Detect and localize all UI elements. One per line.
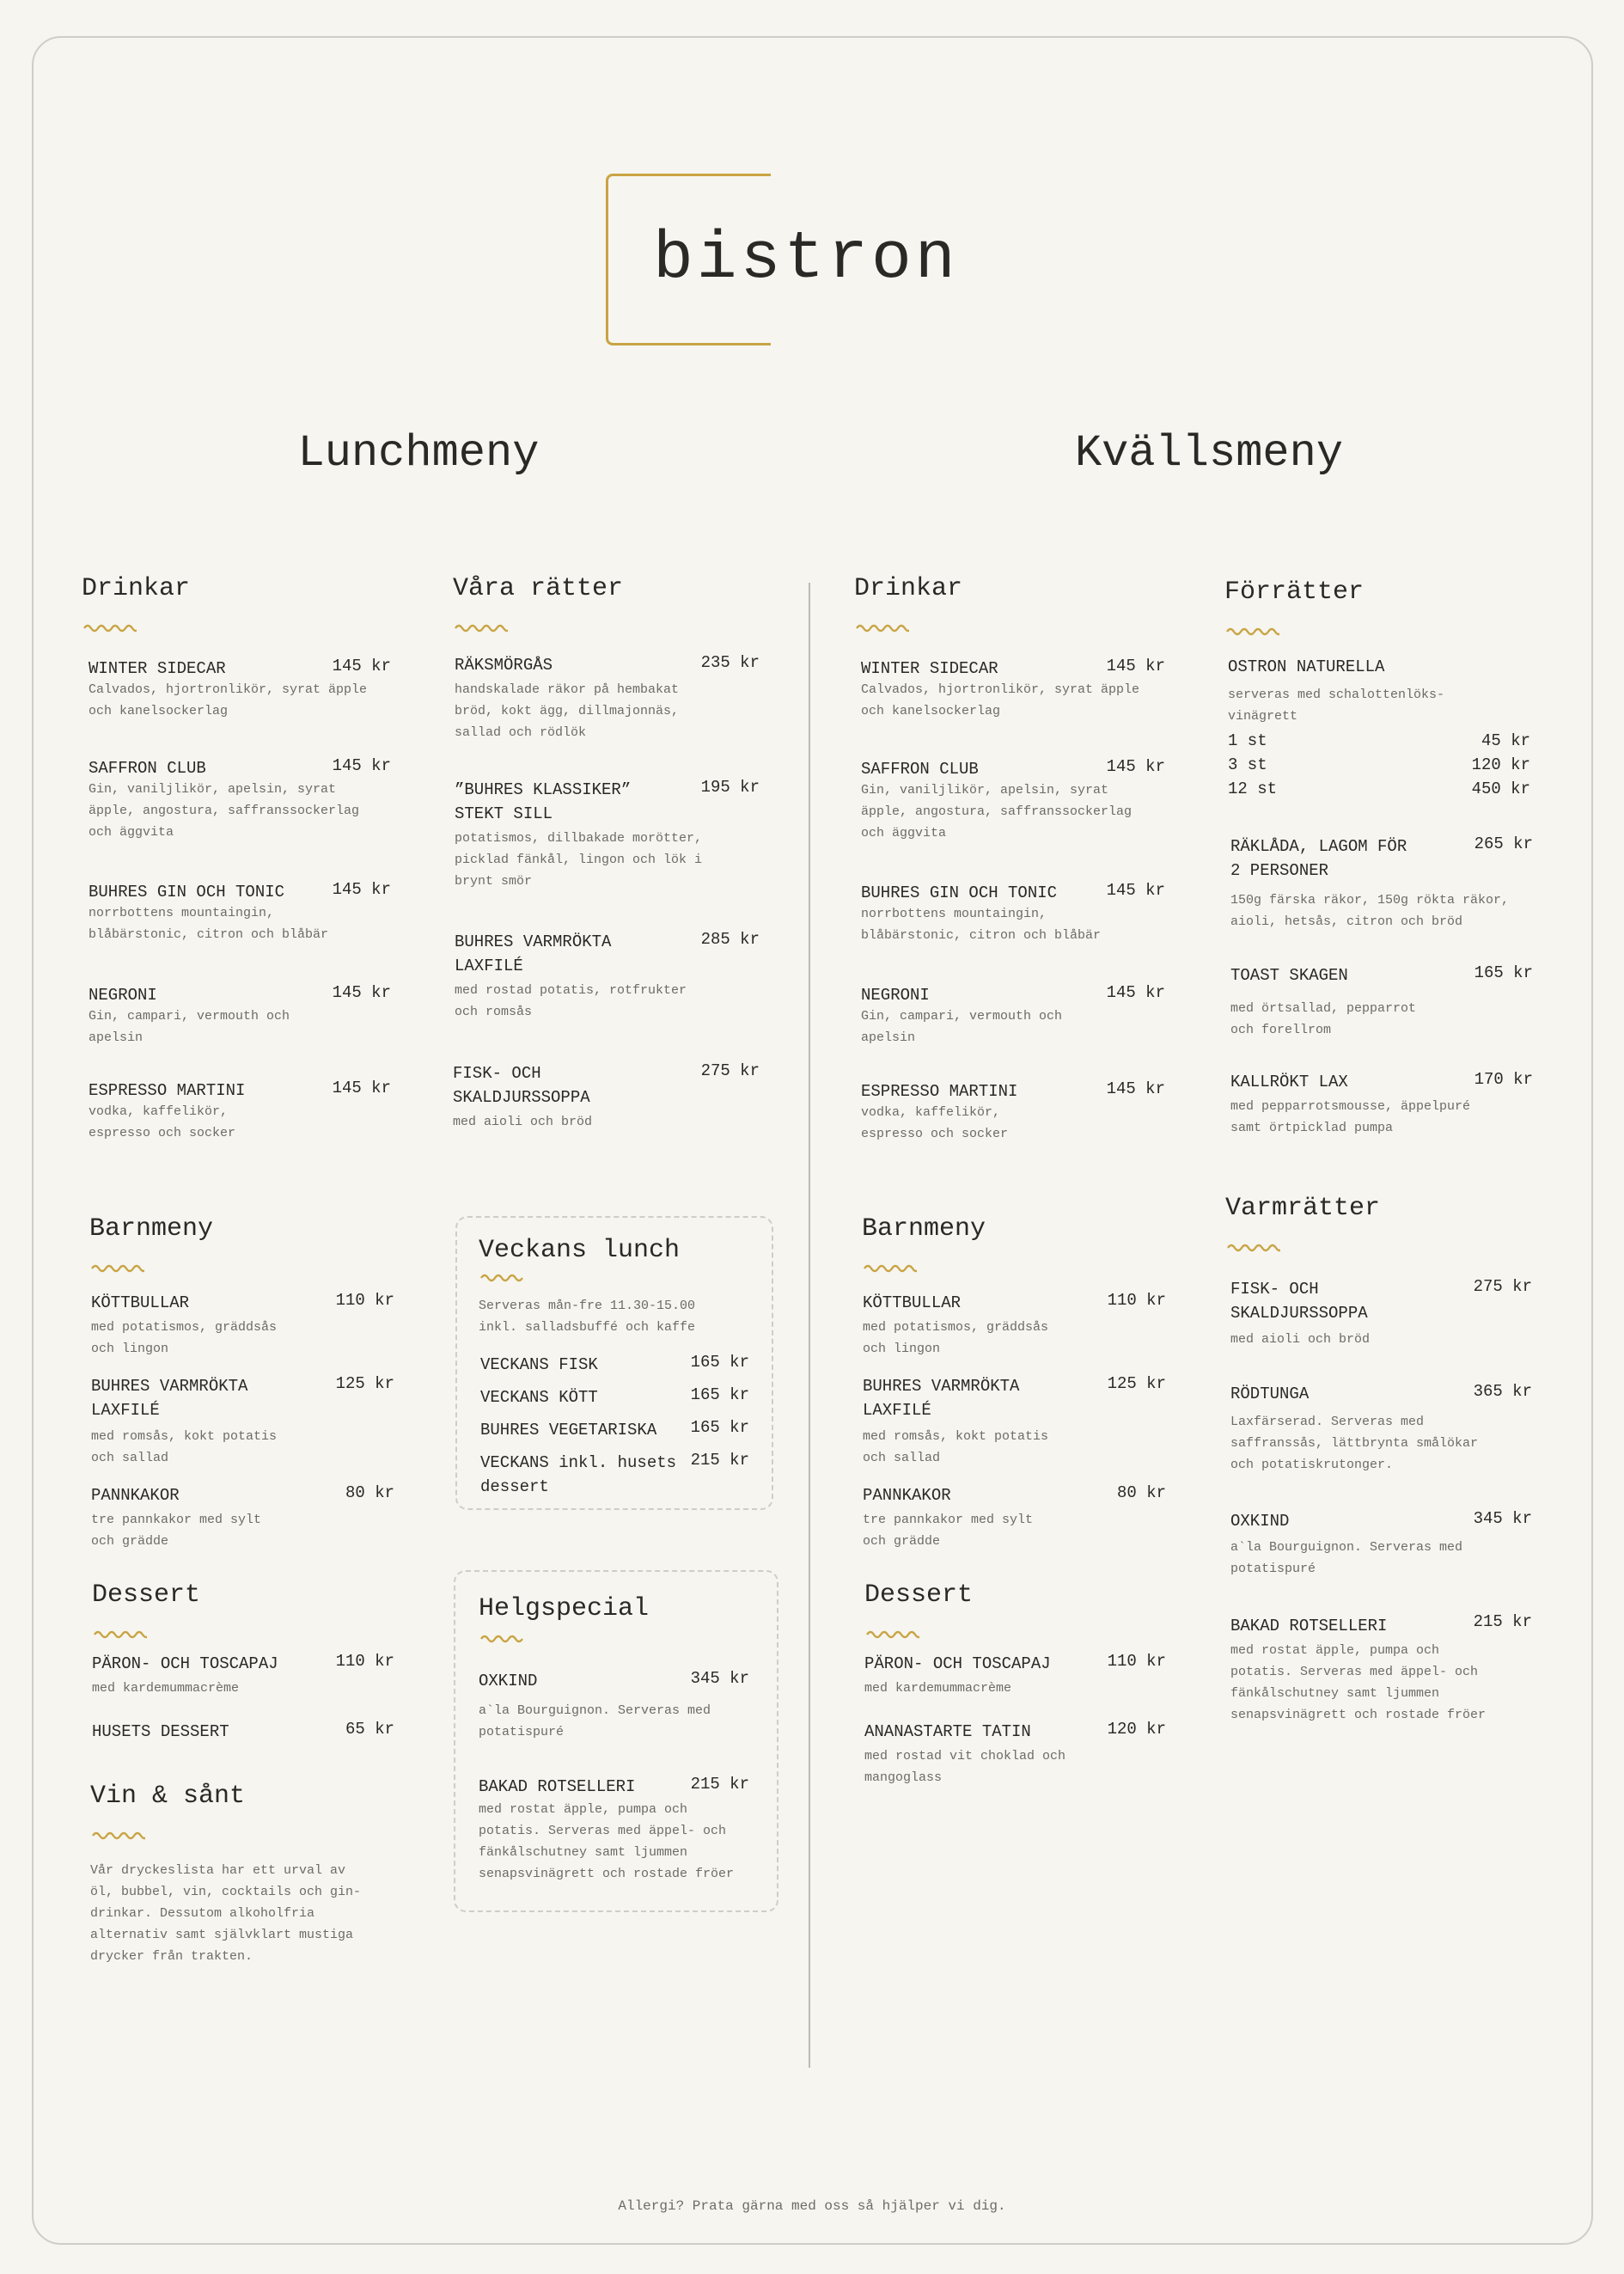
menu-item-description: Gin, vaniljlikör, apelsin, syrat (861, 783, 1109, 798)
menu-item-name: BAKAD ROTSELLERI (1230, 1617, 1388, 1635)
menu-item-description: potatismos, dillbakade morötter, (455, 831, 703, 846)
menu-item-price: 275 kr (700, 1061, 760, 1080)
squiggle-ornament (91, 1262, 144, 1275)
menu-item-description: norrbottens mountaingin, (861, 907, 1047, 921)
menu-item-description: Laxfärserad. Serveras med (1230, 1415, 1425, 1429)
menu-item-description: och romsås (455, 1005, 533, 1019)
menu-item-price: 215 kr (690, 1451, 749, 1470)
menu-item-name: BUHRES VARMRÖKTA (863, 1377, 1020, 1396)
menu-item-description: och äggvita (89, 825, 174, 840)
squiggle-ornament (1226, 626, 1279, 638)
menu-item-description: serveras med schalottenlöks- (1228, 688, 1445, 702)
menu-item-price: 165 kr (690, 1353, 749, 1372)
menu-item-name: BUHRES VARMRÖKTA (91, 1377, 248, 1396)
menu-item-description: espresso och socker (861, 1127, 1009, 1141)
menu-item-description: med aioli och bröd (1230, 1332, 1371, 1347)
weekly-lunch-description: inkl. salladsbuffé och kaffe (479, 1320, 696, 1335)
menu-item-description: norrbottens mountaingin, (89, 906, 275, 920)
section-title: Drinkar (82, 574, 191, 603)
oyster-price: 45 kr (1481, 731, 1530, 750)
menu-item-description: blåbärstonic, citron och blåbär (861, 928, 1102, 943)
squiggle-ornament (856, 622, 909, 634)
menu-item-price: 165 kr (690, 1418, 749, 1437)
oyster-price: 450 kr (1471, 779, 1530, 798)
section-title: Barnmeny (89, 1214, 214, 1244)
menu-item-name: LAXFILÉ (863, 1401, 931, 1420)
section-title: Helgspecial (479, 1594, 650, 1623)
menu-item-name: KALLRÖKT LAX (1230, 1073, 1348, 1091)
menu-item-price: 145 kr (332, 983, 391, 1002)
menu-item-name: BUHRES GIN OCH TONIC (89, 883, 285, 902)
oyster-quantity: 1 st (1228, 731, 1267, 750)
menu-item-description: med romsås, kokt potatis (863, 1429, 1049, 1444)
oyster-quantity: 12 st (1228, 779, 1278, 798)
menu-item-name: FISK- OCH (1230, 1280, 1319, 1299)
menu-item-price: 145 kr (332, 657, 391, 675)
menu-item-description: och kanelsockerlag (861, 704, 1001, 718)
menu-item-description: och forellrom (1230, 1023, 1332, 1037)
squiggle-ornament (92, 1830, 145, 1842)
menu-item-price: 110 kr (335, 1652, 394, 1671)
menu-item-description: fänkålschutney samt ljummen (1230, 1686, 1440, 1701)
menu-item-description: med rostad potatis, rotfrukter (455, 983, 687, 998)
menu-item-description: bröd, kokt ägg, dillmajonnäs, (455, 704, 680, 718)
menu-item-description: och grädde (863, 1534, 941, 1549)
menu-item-name: RÄKSMÖRGÅS (455, 656, 553, 675)
menu-item-description: samt örtpicklad pumpa (1230, 1121, 1394, 1135)
section-title: Veckans lunch (479, 1236, 681, 1265)
menu-item-description: aioli, hetsås, citron och bröd (1230, 914, 1463, 929)
menu-item-name: dessert (480, 1477, 549, 1496)
section-title: Förrätter (1224, 578, 1365, 607)
menu-item-description: äpple, angostura, saffranssockerlag (89, 804, 360, 818)
menu-item-description: potatispuré (1230, 1562, 1316, 1576)
menu-item-description: a`la Bourguignon. Serveras med (479, 1703, 711, 1718)
menu-item-name: PÄRON- OCH TOSCAPAJ (92, 1654, 278, 1673)
menu-item-description: blåbärstonic, citron och blåbär (89, 927, 329, 942)
menu-item-name: SAFFRON CLUB (861, 760, 979, 779)
menu-item-price: 145 kr (1106, 983, 1165, 1002)
menu-item-price: 120 kr (1107, 1720, 1166, 1739)
menu-item-description: med kardemummacrème (864, 1681, 1012, 1696)
menu-item-description: och lingon (91, 1342, 169, 1356)
menu-item-description: med potatismos, gräddsås (863, 1320, 1049, 1335)
menu-item-price: 110 kr (335, 1291, 394, 1310)
menu-item-description: med pepparrotsmousse, äppelpuré (1230, 1099, 1471, 1114)
squiggle-ornament (480, 1633, 525, 1645)
menu-item-description: och sallad (91, 1451, 169, 1465)
menu-item-description: handskalade räkor på hembakat (455, 682, 680, 697)
menu-item-description: saffranssås, lättbrynta smålökar (1230, 1436, 1479, 1451)
menu-item-name: LAXFILÉ (455, 957, 523, 975)
menu-item-price: 170 kr (1474, 1070, 1533, 1089)
menu-item-description: apelsin (861, 1030, 916, 1045)
logo: bistron (653, 222, 959, 297)
squiggle-ornament (94, 1629, 147, 1641)
menu-item-description: Calvados, hjortronlikör, syrat äpple (89, 682, 368, 697)
menu-item-name: WINTER SIDECAR (861, 659, 998, 678)
menu-item-description: med romsås, kokt potatis (91, 1429, 278, 1444)
menu-item-price: 265 kr (1474, 834, 1533, 853)
menu-item-name: RÖDTUNGA (1230, 1385, 1310, 1403)
menu-item-price: 215 kr (690, 1775, 749, 1794)
menu-item-name: BUHRES VARMRÖKTA (455, 932, 612, 951)
menu-item-name: NEGRONI (89, 986, 157, 1005)
menu-item-name: BAKAD ROTSELLERI (479, 1777, 636, 1796)
menu-item-name: STEKT SILL (455, 804, 553, 823)
menu-item-description: och grädde (91, 1534, 169, 1549)
menu-item-description: Gin, vaniljlikör, apelsin, syrat (89, 782, 337, 797)
section-title: Drinkar (854, 574, 963, 603)
menu-item-name: KÖTTBULLAR (863, 1293, 962, 1312)
menu-item-price: 195 kr (700, 778, 760, 797)
menu-item-price: 145 kr (1106, 657, 1165, 675)
allergy-note: Allergi? Prata gärna med oss så hjälper vi dig. (618, 2198, 1006, 2214)
menu-item-price: 145 kr (332, 756, 391, 775)
menu-item-name: LAXFILÉ (91, 1401, 160, 1420)
squiggle-ornament (480, 1272, 525, 1284)
menu-item-name: PANNKAKOR (91, 1486, 180, 1505)
menu-item-description: brynt smör (455, 874, 533, 889)
section-title: Barnmeny (862, 1214, 986, 1244)
menu-item-price: 145 kr (1106, 1079, 1165, 1098)
menu-item-description: med rostat äpple, pumpa och (1230, 1643, 1440, 1658)
menu-item-price: 80 kr (345, 1483, 394, 1502)
section-title: Dessert (864, 1580, 974, 1610)
menu-item-price: 365 kr (1473, 1382, 1532, 1401)
oyster-quantity: 3 st (1228, 755, 1267, 774)
menu-item-description: med aioli och bröd (453, 1115, 593, 1129)
menu-item-price: 165 kr (690, 1385, 749, 1404)
menu-item-description: med rostad vit choklad och (864, 1749, 1066, 1764)
menu-item-name: TOAST SKAGEN (1230, 966, 1348, 985)
squiggle-ornament (1227, 1242, 1280, 1254)
menu-item-description: vodka, kaffelikör, (89, 1104, 229, 1119)
menu-item-description: mangoglass (864, 1770, 943, 1785)
menu-item-name: OXKIND (1230, 1512, 1290, 1531)
menu-item-price: 145 kr (1106, 881, 1165, 900)
section-title: Vin & sånt (90, 1782, 246, 1811)
wine-description: Vår dryckeslista har ett urval av (90, 1863, 346, 1878)
menu-item-description: sallad och rödlök (455, 725, 587, 740)
menu-item-price: 125 kr (1107, 1374, 1166, 1393)
menu-item-price: 145 kr (1106, 757, 1165, 776)
menu-item-description: äpple, angostura, saffranssockerlag (861, 804, 1133, 819)
menu-item-name: 2 PERSONER (1230, 861, 1329, 880)
menu-item-description: 150g färska räkor, 150g rökta räkor, (1230, 893, 1510, 908)
menu-item-description: och potatiskrutonger. (1230, 1458, 1394, 1472)
menu-item-description: Gin, campari, vermouth och (861, 1009, 1063, 1024)
wine-description: drinkar. Dessutom alkoholfria (90, 1906, 315, 1921)
menu-item-description: potatispuré (479, 1725, 565, 1739)
menu-item-description: senapsvinägrett och rostade fröer (1230, 1708, 1487, 1722)
column-divider (809, 583, 810, 2068)
menu-item-description: med kardemummacrème (92, 1681, 240, 1696)
menu-item-price: 215 kr (1473, 1612, 1532, 1631)
menu-item-price: 110 kr (1107, 1291, 1166, 1310)
menu-item-price: 235 kr (700, 653, 760, 672)
menu-item-name: RÄKLÅDA, LAGOM FÖR (1230, 837, 1407, 856)
menu-item-description: med örtsallad, pepparrot (1230, 1001, 1417, 1016)
weekly-lunch-description: Serveras mån-fre 11.30-15.00 (479, 1299, 696, 1313)
menu-item-name: ESPRESSO MARTINI (861, 1082, 1018, 1101)
menu-item-description: tre pannkakor med sylt (91, 1513, 262, 1527)
menu-item-name: NEGRONI (861, 986, 930, 1005)
menu-item-name: OXKIND (479, 1672, 538, 1690)
menu-item-name: PANNKAKOR (863, 1486, 951, 1505)
wine-description: alternativ samt självklart mustiga (90, 1928, 354, 1942)
menu-item-name: VECKANS KÖTT (480, 1388, 598, 1407)
menu-item-description: potatis. Serveras med äppel- och (1230, 1665, 1479, 1679)
wine-description: öl, bubbel, vin, cocktails och gin- (90, 1885, 362, 1899)
menu-item-name: SAFFRON CLUB (89, 759, 206, 778)
dinner-menu-title: Kvällsmeny (1074, 428, 1344, 479)
menu-item-name: BUHRES GIN OCH TONIC (861, 883, 1058, 902)
menu-item-description: potatis. Serveras med äppel- och (479, 1824, 727, 1838)
section-title: Dessert (92, 1580, 201, 1610)
squiggle-ornament (455, 622, 508, 634)
menu-item-name: SKALDJURSSOPPA (453, 1088, 590, 1107)
menu-item-name: ESPRESSO MARTINI (89, 1081, 246, 1100)
wine-description: drycker från trakten. (90, 1949, 253, 1964)
squiggle-ornament (864, 1262, 917, 1275)
menu-item-description: och äggvita (861, 826, 947, 841)
menu-item-name: VECKANS inkl. husets (480, 1453, 677, 1472)
menu-item-description: picklad fänkål, lingon och lök i (455, 853, 703, 867)
menu-item-name: PÄRON- OCH TOSCAPAJ (864, 1654, 1051, 1673)
menu-item-name: OSTRON NATURELLA (1228, 657, 1385, 676)
menu-item-price: 145 kr (332, 880, 391, 899)
menu-item-name: ANANASTARTE TATIN (864, 1722, 1031, 1741)
menu-item-name: KÖTTBULLAR (91, 1293, 190, 1312)
menu-item-name: FISK- OCH (453, 1064, 541, 1083)
menu-item-description: fänkålschutney samt ljummen (479, 1845, 688, 1860)
menu-item-name: BUHRES VEGETARISKA (480, 1421, 657, 1440)
menu-item-price: 125 kr (335, 1374, 394, 1393)
menu-item-description: tre pannkakor med sylt (863, 1513, 1034, 1527)
menu-item-description: Gin, campari, vermouth och (89, 1009, 290, 1024)
menu-item-description: och lingon (863, 1342, 941, 1356)
oyster-price: 120 kr (1471, 755, 1530, 774)
menu-item-price: 285 kr (700, 930, 760, 949)
menu-item-name: SKALDJURSSOPPA (1230, 1304, 1368, 1323)
squiggle-ornament (866, 1629, 919, 1641)
menu-item-description: med potatismos, gräddsås (91, 1320, 278, 1335)
menu-item-description: Calvados, hjortronlikör, syrat äpple (861, 682, 1140, 697)
menu-item-name: WINTER SIDECAR (89, 659, 226, 678)
menu-item-price: 110 kr (1107, 1652, 1166, 1671)
section-title: Våra rätter (453, 574, 624, 603)
menu-item-description: senapsvinägrett och rostade fröer (479, 1867, 735, 1881)
menu-item-price: 345 kr (1473, 1509, 1532, 1528)
menu-item-price: 80 kr (1116, 1483, 1166, 1502)
menu-item-description: med rostat äpple, pumpa och (479, 1802, 688, 1817)
menu-item-description: vodka, kaffelikör, (861, 1105, 1001, 1120)
menu-item-description: apelsin (89, 1030, 143, 1045)
menu-item-price: 145 kr (332, 1079, 391, 1097)
section-title: Varmrätter (1225, 1194, 1381, 1223)
menu-item-name: HUSETS DESSERT (92, 1722, 229, 1741)
menu-item-description: espresso och socker (89, 1126, 236, 1140)
menu-item-description: vinägrett (1228, 709, 1298, 724)
menu-item-description: och kanelsockerlag (89, 704, 229, 718)
menu-item-price: 165 kr (1474, 963, 1533, 982)
squiggle-ornament (83, 622, 137, 634)
menu-item-description: a`la Bourguignon. Serveras med (1230, 1540, 1463, 1555)
menu-item-price: 65 kr (345, 1720, 394, 1739)
menu-item-price: 345 kr (690, 1669, 749, 1688)
menu-item-description: och sallad (863, 1451, 941, 1465)
menu-item-name: ”BUHRES KLASSIKER” (455, 780, 632, 799)
menu-item-name: VECKANS FISK (480, 1355, 598, 1374)
menu-item-price: 275 kr (1473, 1277, 1532, 1296)
lunch-menu-title: Lunchmeny (297, 428, 540, 479)
